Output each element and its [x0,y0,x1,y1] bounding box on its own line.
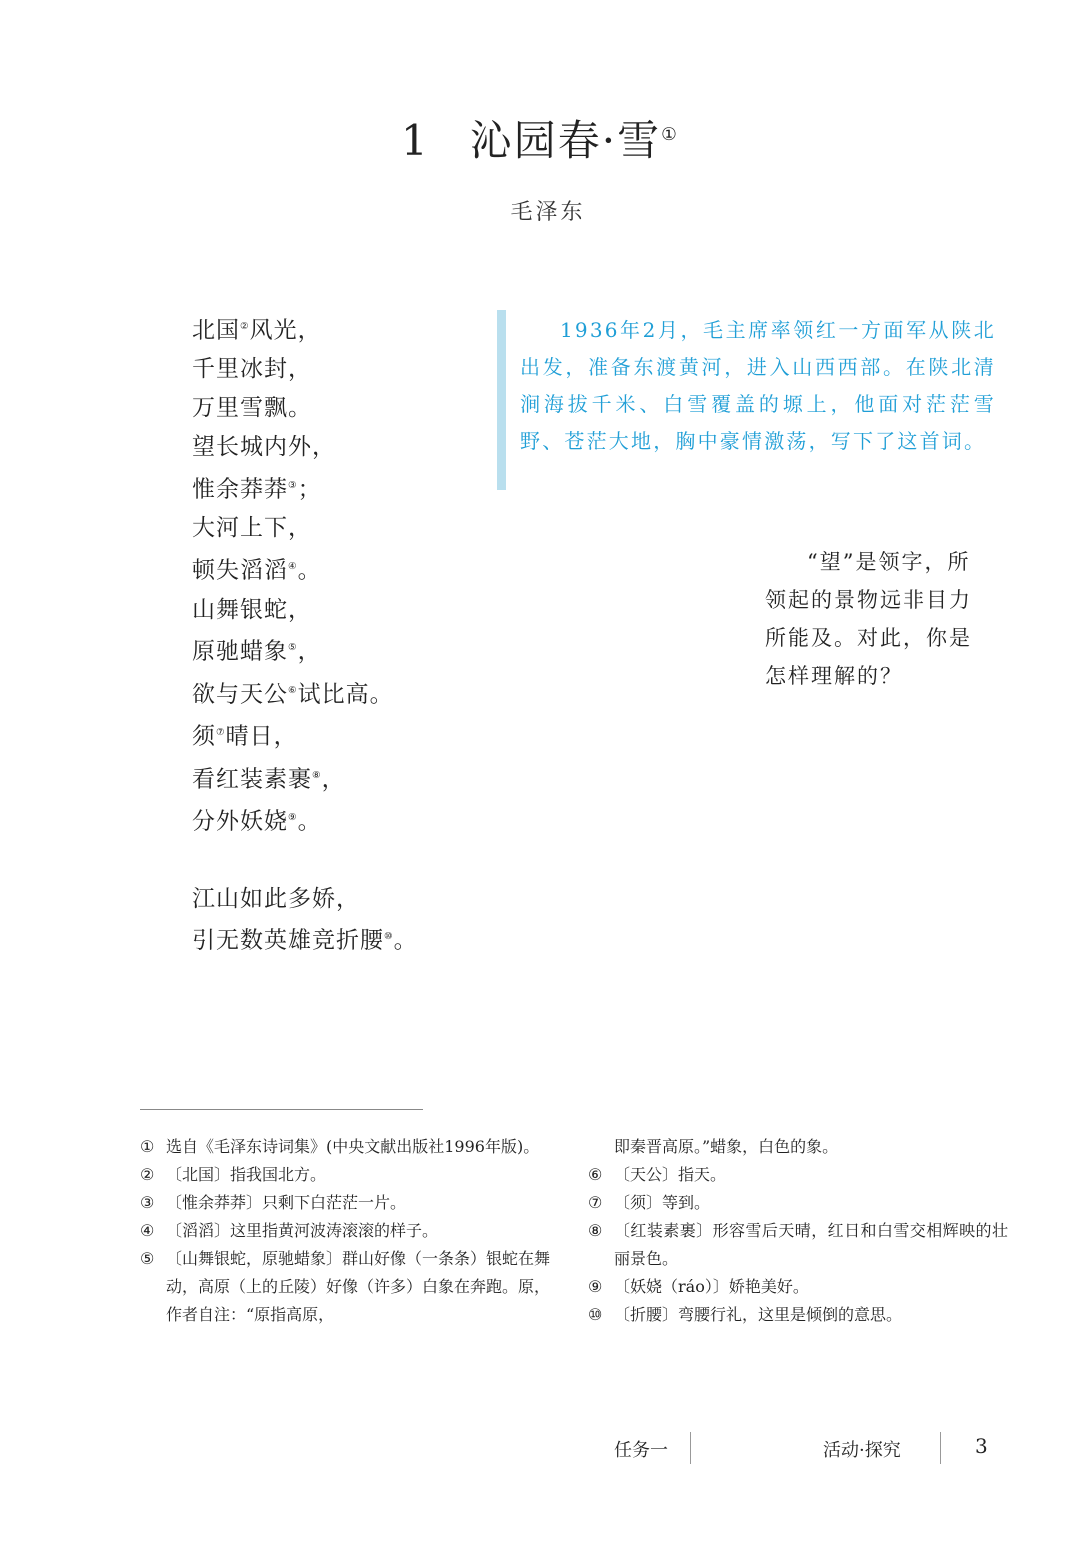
footer-activity: 活动·探究 [823,1440,901,1461]
lesson-number: 1 [401,116,430,165]
poem-line-text: 。 [393,928,418,955]
footnote-text: 〔天公〕指天。 [614,1165,727,1184]
footnote-number: ⑨ [588,1277,603,1296]
poem-line [192,629,418,671]
footer-divider [940,1432,941,1464]
footnote-mark: ⑧ [312,769,322,781]
lesson-title [0,108,1080,168]
title-footnote-mark: ① [661,125,679,145]
poem-line-text: 。 [297,557,322,584]
poem-line-text: 试比高。 [297,681,394,708]
poem-line-text: 惟余莽莽 [192,476,288,503]
footnote-text: 选自《毛泽东诗词集》(中央文献出版社1996年版)。 [166,1137,540,1156]
footnote-text: 〔须〕等到。 [614,1193,711,1212]
poem-line [192,548,418,590]
footnote-mark: ⑤ [288,642,298,654]
poem-line [192,714,418,756]
intro-text: 1936年2月，毛主席率领红一方面军从陕北出发，准备东渡黄河，进入山西西部。在陕北清涧海拔千米、白雪覆盖的塬上，他面对茫茫雪野、苍茫大地，胸中豪情激荡，写下了这首词。 [520,318,996,453]
footnotes-right-column [588,1133,1008,1329]
poem-body [192,308,418,999]
footnote-mark: ② [240,321,250,332]
footnote-divider [140,1109,423,1110]
poem-line-text: 。 [297,808,322,835]
footnote [588,1217,1008,1273]
poem-line-text: 须 [192,723,216,750]
footnote [588,1273,1008,1301]
poem-line [192,799,418,841]
footnote-text: 〔红装素裹〕形容雪后天晴，红日和白雪交相辉映的壮丽景色。 [614,1221,1008,1268]
poem-line-text: 风光， [249,317,322,344]
footnote-number: ② [140,1165,155,1184]
poem-line-text: 千里冰封， [192,356,312,383]
poem-line [192,880,418,919]
footnote-text: 〔妖娆（ráo）〕娇艳美好。 [614,1277,809,1296]
poem-line-text: 引无数英雄竞折腰 [192,928,384,955]
footnote [588,1189,1008,1217]
footnote [588,1301,1008,1329]
poem-line-text: 顿失滔滔 [192,557,288,584]
page-footer [0,1436,1080,1466]
footnote-text: 即秦晋高原。”蜡象，白色的象。 [614,1137,839,1156]
footnote-mark: ⑨ [288,812,298,824]
footnote [588,1161,1008,1189]
poem-line [192,672,418,714]
poem-line [192,428,418,467]
footnote-mark: ③ [288,479,298,491]
poem-line-text: 晴日， [225,723,298,750]
footnote-mark: ⑥ [288,684,298,696]
poem-line-text: 分外妖娆 [192,808,288,835]
footnote-number: ⑤ [140,1249,155,1268]
poem-line-text: 江山如此多娇， [192,885,360,912]
footnote-text: 〔北国〕指我国北方。 [166,1165,327,1184]
poem-line [192,308,418,350]
poem-line-text: 大河上下， [192,515,312,542]
footer-divider [690,1432,691,1464]
poem-line [192,350,418,389]
poem-line [192,509,418,548]
footnote-text: 〔折腰〕弯腰行礼，这里是倾倒的意思。 [614,1305,903,1324]
footnote [140,1161,550,1189]
poem-line [192,467,418,509]
poem-line-text: 山舞银蛇， [192,596,312,623]
footnote-text: 〔山舞银蛇，原驰蜡象〕群山好像（一条条）银蛇在舞动，高原（上的丘陵）好像（许多）白象在奔跑。原，作者自注：“原指高原， [166,1249,551,1324]
poem-line-text: 原驰蜡象 [192,639,288,665]
intro-box [497,310,996,490]
lesson-title-text: 沁园春·雪 [469,116,662,165]
poem-line [192,389,418,428]
poem-stanza-1 [192,308,418,842]
footnote-text: 〔惟余莽莽〕只剩下白茫茫一片。 [166,1193,407,1212]
footnote [140,1189,550,1217]
poem-line-text: 万里雪飘。 [192,395,312,422]
footer-task: 任务一 [614,1440,668,1461]
footnote [140,1245,550,1329]
footnote-text: 〔滔滔〕这里指黄河波涛滚滚的样子。 [166,1221,439,1240]
footnote [140,1133,550,1161]
footnote-number: ⑥ [588,1165,603,1184]
side-question: “望”是领字，所领起的景物远非目力所能及。对此，你是怎样理解的？ [765,550,972,688]
footnote-number: ⑩ [588,1305,603,1324]
poem-stanza-2 [192,880,418,961]
footnotes-left-column [140,1133,550,1329]
poem-line-text: ， [297,639,322,665]
footnote-number: ⑧ [588,1221,603,1240]
poem-line-text: ； [297,476,322,503]
footnote-number: ③ [140,1193,155,1212]
footnote [588,1133,1008,1161]
poem-line-text: 欲与天公 [192,681,288,708]
footnote-number: ④ [140,1221,155,1240]
author-name: 毛泽东 [510,200,586,225]
footnote-number: ⑦ [588,1193,603,1212]
footnote-mark: ⑦ [216,727,226,739]
footnote-mark: ④ [288,561,298,573]
poem-line-text: ， [321,766,346,793]
footnote [140,1217,550,1245]
poem-line-text: 看红装素裹 [192,766,312,793]
footnote-number: ① [140,1137,155,1156]
footnote-mark: ⑩ [384,931,394,943]
poem-line [192,591,418,630]
poem-line [192,757,418,799]
poem-line-text: 望长城内外， [192,434,336,461]
poem-line-text: 北国 [192,317,240,344]
poem-line [192,918,418,960]
page-number: 3 [975,1434,988,1458]
